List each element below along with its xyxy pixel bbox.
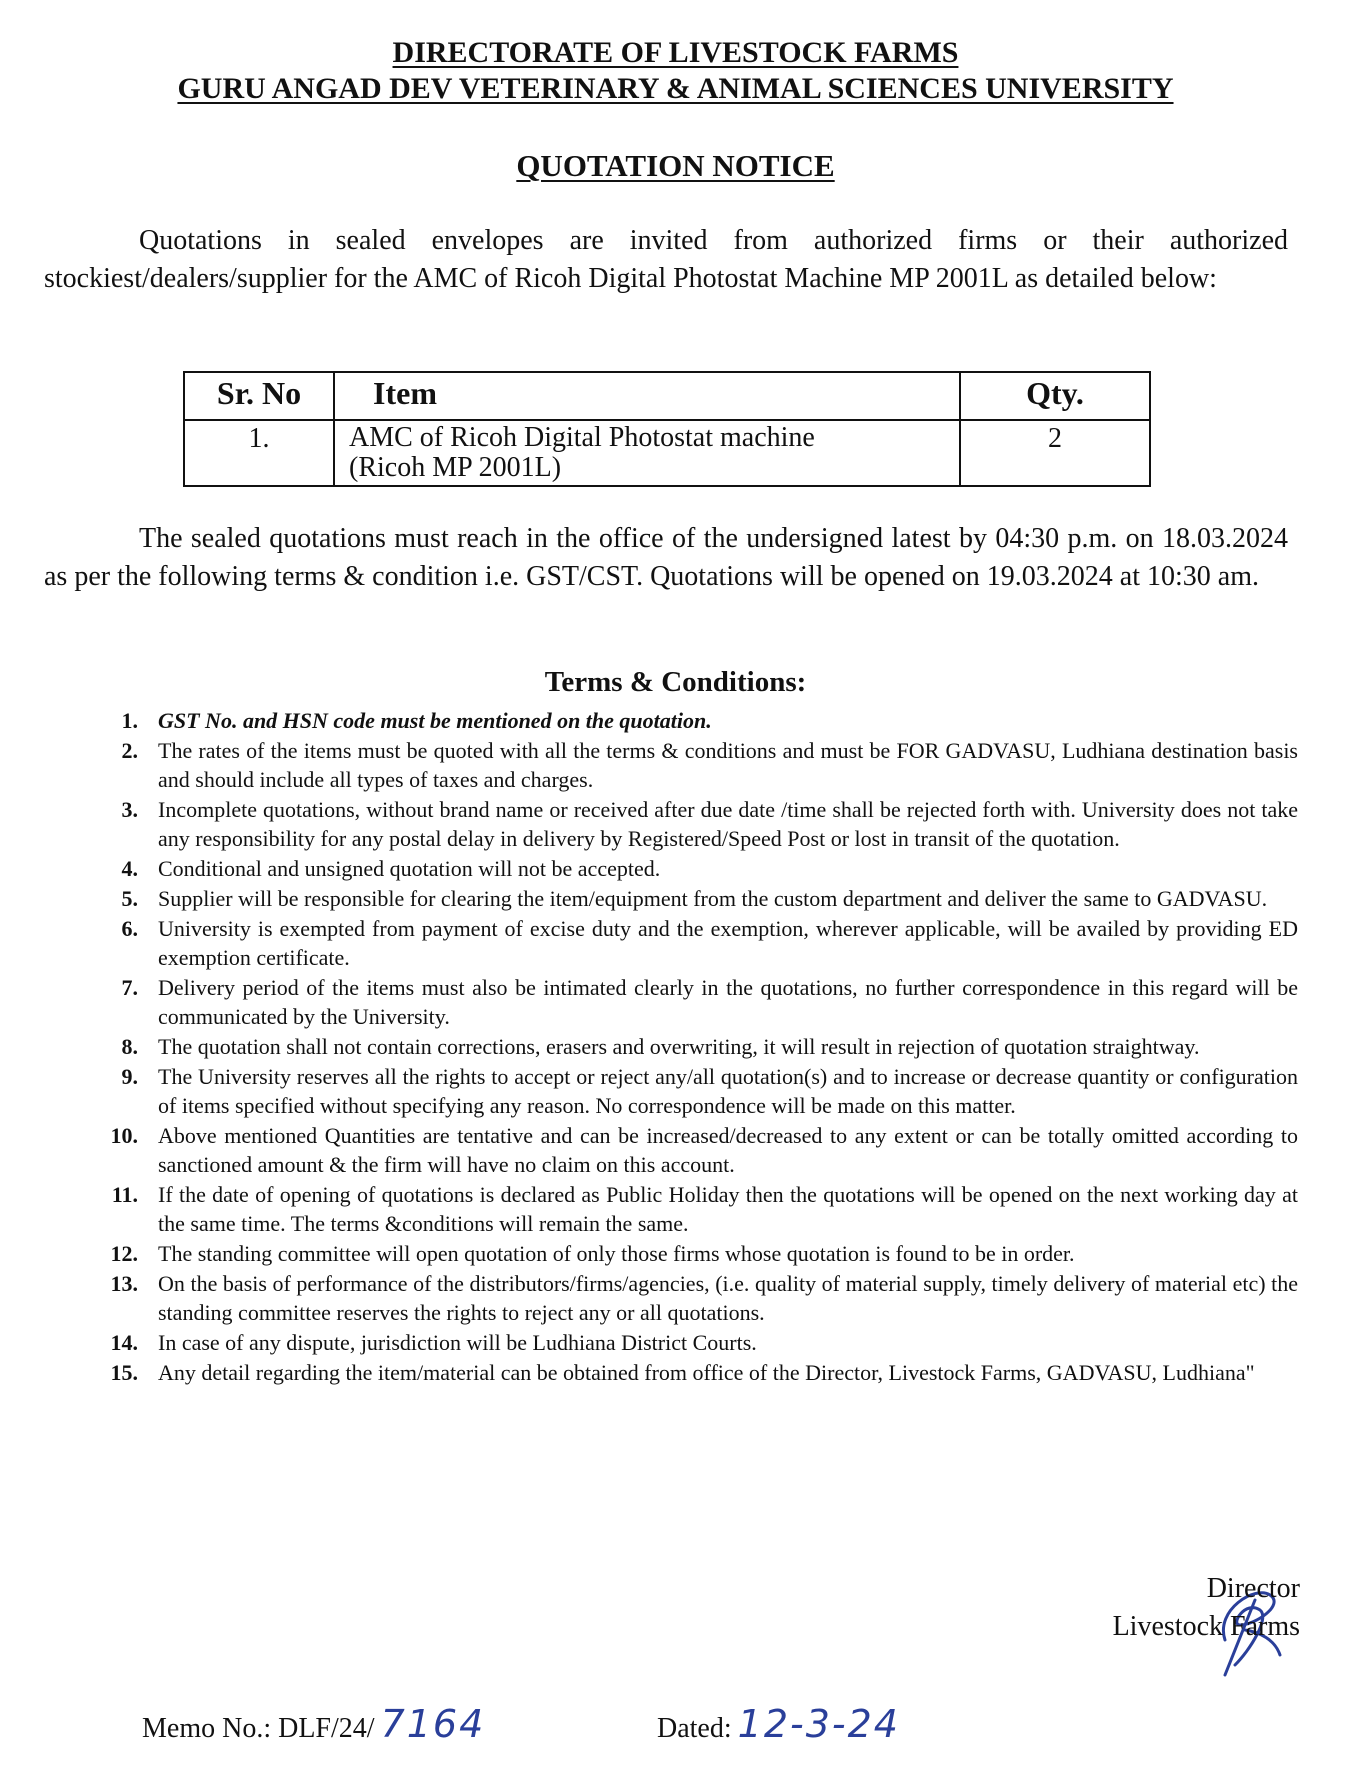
list-item: 9. The University reserves all the rights to accept or reject any/all quotation(s) and to increase or decrease quantity or configuration of items specified without specifying any reason. No correspondence will be made on this matter.	[121, 1064, 1298, 1118]
cell-sr: 1.	[184, 420, 334, 486]
list-item: 14. In case of any dispute, jurisdiction will be Ludhiana District Courts.	[110, 1330, 757, 1355]
directorate-heading: DIRECTORATE OF LIVESTOCK FARMS	[392, 36, 959, 69]
header-item: Item	[334, 372, 960, 420]
terms-title: Terms & Conditions:	[544, 666, 807, 698]
intro-paragraph: Quotations in sealed envelopes are invited from authorized firms or their authorized stockiest/dealers/supplier for the AMC of Ricoh Digital Photostat Machine MP 2001L as detailed below:	[44, 225, 1288, 294]
list-item: 8. The quotation shall not contain corrections, erasers and overwriting, it will result in rejection of quotation straightway.	[121, 1034, 1200, 1059]
signature-block	[1070, 1570, 1300, 1646]
memo-number	[142, 1702, 485, 1746]
list-item: 1. GST No. and HSN code must be mentioned on the quotation.	[121, 708, 712, 733]
table-header-row	[184, 372, 1150, 420]
header-sr-no: Sr. No	[184, 372, 334, 420]
list-item: 15. Any detail regarding the item/material can be obtained from office of the Director, Livestock Farms, GADVASU, Ludhiana"	[110, 1360, 1255, 1385]
submission-paragraph: The sealed quotations must reach in the office of the undersigned latest by 04:30 p.m. on 18.03.2024 as per the following terms & condition i.e. GST/CST. Quotations will be opened on 19.03.2024 at 10:30 am.	[44, 523, 1288, 592]
list-item: 3. Incomplete quotations, without brand name or received after due date /time shall be rejected forth with. University does not take any responsibility for any postal delay in delivery by Registered/Speed Post or lost in transit of the quotation.	[121, 797, 1298, 851]
dated-label: Dated:	[657, 1713, 732, 1744]
cell-item-line1: AMC of Ricoh Digital Photostat machine	[349, 422, 815, 453]
university-heading: GURU ANGAD DEV VETERINARY & ANIMAL SCIENCES UNIVERSITY	[177, 72, 1174, 105]
items-table	[183, 371, 1151, 487]
table-row	[184, 420, 1150, 486]
cell-item-line2: (Ricoh MP 2001L)	[349, 452, 562, 483]
dated-handwritten-value: 12-3-24	[737, 1702, 900, 1746]
list-item: 12. The standing committee will open quotation of only those firms whose quotation is found to be in order.	[110, 1241, 1075, 1266]
memo-handwritten-number: 7164	[380, 1702, 486, 1746]
list-item: 11. If the date of opening of quotations is declared as Public Holiday then the quotations will be opened on the next working day at the same time. The terms &conditions will remain the same.	[111, 1182, 1298, 1236]
list-item: 13. On the basis of performance of the distributors/firms/agencies, (i.e. quality of material supply, timely delivery of material etc) the standing committee reserves the rights to reject any or all quotations.	[110, 1271, 1298, 1325]
memo-label: Memo No.: DLF/24/	[142, 1713, 375, 1744]
notice-title: QUOTATION NOTICE	[516, 148, 835, 183]
list-item: 7. Delivery period of the items must also be intimated clearly in the quotations, no further correspondence in this regard will be communicated by the University.	[121, 975, 1298, 1029]
signature-dept: Livestock Farms	[1112, 1611, 1300, 1642]
list-item: 10. Above mentioned Quantities are tentative and can be increased/decreased to any extent or can be totally omitted according to sanctioned amount & the firm will have no claim on this account.	[110, 1123, 1298, 1177]
dated-field	[657, 1702, 900, 1746]
cell-qty: 2	[960, 420, 1150, 486]
list-item: 6. University is exempted from payment of excise duty and the exemption, wherever applicable, will be availed by providing ED exemption certificate.	[121, 916, 1298, 970]
cell-item	[334, 420, 960, 486]
header-qty: Qty.	[960, 372, 1150, 420]
list-item: 4. Conditional and unsigned quotation will not be accepted.	[121, 856, 661, 881]
list-item: 2. The rates of the items must be quoted with all the terms & conditions and must be FOR GADVASU, Ludhiana destination basis and should include all types of taxes and charges.	[121, 738, 1298, 792]
terms-list	[88, 706, 1298, 1388]
signature-title: Director	[1206, 1573, 1300, 1604]
list-item: 5. Supplier will be responsible for clearing the item/equipment from the custom department and deliver the same to GADVASU.	[121, 886, 1268, 911]
